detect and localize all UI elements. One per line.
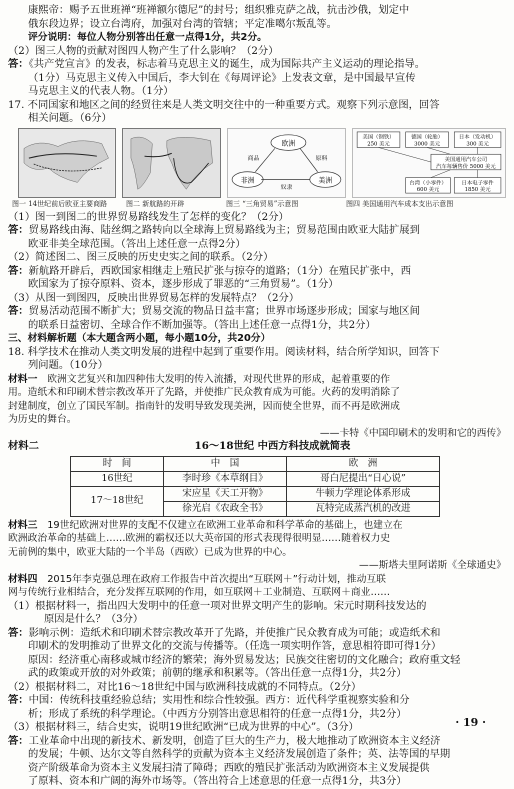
material-label: 材料二 (8, 440, 39, 452)
answer-label: 答： (8, 305, 29, 317)
answer-line: 答：贸易路线由海、陆丝绸之路转向以全球海上贸易路线为主；贸易范围由欧亚大陆扩展到 (8, 224, 420, 236)
caption-fig3: 图三 “三角贸易”示意图 (226, 199, 299, 208)
table-cell: 宋应星《天工开物》 (164, 486, 287, 501)
answer-line: 的联系日益密切、全球合作不断加强等。（答出上述任意一点得1分，共2分） (28, 318, 376, 331)
material-4: 材料四 2015年李克强总理在政府工作报告中首次提出“互联网＋”行动计划，推动互联 (8, 573, 386, 585)
material-label: 材料三 (8, 519, 38, 531)
table-row (71, 486, 440, 501)
caption-fig4: 图四 美国通用汽车成本支出示意图 (346, 199, 454, 208)
question-line: （2）图三人物的贡献对图四人物产生了什么影响？（2分） (8, 44, 279, 57)
label-africa: 非洲 (240, 175, 255, 184)
label-raw: 原料 (315, 155, 328, 162)
answer-line: 答：中国：传统科技重经验总结；实用性和综合性较强。西方：近代科学重视察实验和分 (8, 694, 410, 706)
score-note: 评分说明：每位人物分别答出任意一点得1分，共2分。 (28, 32, 267, 43)
answer-line: 马克思主义的代表人物。（1分） (28, 85, 174, 97)
box-jp-electronics: 日本电子零件 (461, 179, 494, 186)
answer-line: 答：工业革命中出现的新技术、新发明，创造了巨大的生产力，极大地推动了欧洲资本主义经济 (8, 734, 441, 747)
box-de-tires: 德国（轮胎） (411, 134, 444, 141)
table-header: 欧 洲 (287, 456, 440, 471)
table-cell: 17～18世纪 (71, 486, 164, 516)
table-cell: 徐光启《农政全书》 (164, 501, 287, 516)
answer-label: 答： (8, 58, 29, 70)
box-us-steel: 美国（钢铁） (362, 134, 395, 141)
answer-line: （1分）马克思主义传入中国后，李大钊在《每周评论》上发表文章，是中国最早宣传 (28, 71, 416, 84)
box-tw-parts: 台湾（小零件） (409, 179, 447, 186)
material-1: 材料一 欧洲文艺复兴和加四种伟大发明的传入流播，对现代世界的形成，起着重要的作 (8, 373, 391, 385)
answer-label: 答： (8, 224, 29, 236)
material-line: 封建制度，创立了国民军制。指南针的发明导致发现美洲，因而使全世界，而不再是欧洲成 (8, 400, 400, 412)
answer-line: 俄东段边界；设立台湾府，加强对台湾的管辖；平定准噶尔叛乱等。 (28, 17, 337, 30)
table-cell: 瓦特完成蒸汽机的改进 (287, 501, 440, 516)
center-gm: 美国通用汽车公司 (444, 156, 488, 163)
table-cell: 哥白尼提出“日心说” (287, 471, 440, 486)
triangle-trade-diagram (227, 128, 346, 198)
box-us-steel-cost: 250 美元 (367, 141, 390, 148)
label-europe: 欧洲 (281, 139, 296, 148)
material-line: 欧洲政治革命的基础上……欧洲的霸权还以大英帝国的形式表现得很明显……随着权力史 (8, 533, 391, 544)
trade-routes-map (18, 128, 116, 198)
answer-label: 答： (8, 694, 29, 706)
box-jp-electronics-cost: 1850 美元 (464, 186, 491, 193)
label-goods: 商品 (247, 155, 260, 162)
answer-line: 武的政策或开放的对外政策；前朝的继承和积累等。（答出任意一点得1分，共2分） (28, 667, 407, 679)
center-gm-price: 汽车每辆售价 5000 美元 (436, 163, 496, 170)
table-title: 16～18世纪 中西方科技成就简表 (194, 440, 351, 452)
box-de-tires-cost: 3000 美元 (414, 141, 440, 148)
material-2 (8, 440, 506, 454)
label-america: 美洲 (318, 175, 333, 184)
caption-fig2: 图二 新航路的开辟 (126, 199, 185, 208)
answer-label: 答： (8, 264, 29, 277)
answer-line: 答：新航路开辟后，西欧国家相继走上殖民扩张与掠夺的道路；（1分）在殖民扩张中，西 (8, 264, 411, 277)
new-routes-map (122, 128, 221, 198)
figure-row (18, 128, 506, 198)
question-line: （1）图一到图二的世界贸易路线发生了怎样的变化？（2分） (8, 210, 289, 223)
section-heading: 三、材料解析题（本大题含两小题，每小题10分，共20分） (8, 333, 271, 344)
material-line: 为历史的舞台。 (8, 414, 77, 425)
answer-label: 答： (8, 626, 29, 639)
question-line: （2）根据材料二，对比16～18世纪中国与欧洲科技成就的不同特点。（2分） (8, 680, 362, 693)
answer-line: 的发展；牛顿、达尔文等自然科学的贡献为资本主义经济发展创造了条件；英、法等国的早期 (28, 748, 451, 760)
question-17: 17. 不同国家和地区之间的经贸往来是人类文明交往中的一种重要方式。观察下列示意图，回答 (8, 98, 440, 111)
question-18: 18. 科学技术在推动人类文明发展的进程中起到了重要作用。阅读材料，结合所学知识，回答下 (8, 345, 440, 358)
answer-line: 原因：经济重心南移或城市经济的繁荣；海外贸易发达；民族交往密切的文化融合；政府重文轻 (28, 653, 461, 666)
question-line: （3）从图一到图四，反映出世界贸易怎样的发展特点？（2分） (8, 291, 300, 304)
material-line: 无前例的集中，欧亚大陆的一个半岛（西欧）已成为世界的中心。 (8, 546, 293, 558)
answer-line: 答：影响示例：造纸术和印刷术替宗教改革开了先路，并使推广民众教育成为可能；或造纸术和 (8, 626, 441, 639)
figure-captions (12, 200, 506, 209)
material-label: 材料四 (8, 573, 38, 585)
science-table (70, 456, 440, 517)
answer-line: 印刷术的发明推动了世界文化的交流与传播等。（任选一项实明作答，意思相符即可得1分） (28, 640, 442, 652)
box-jp-engine: 日本（发动机） (458, 134, 497, 141)
answer-line: 了原料、资本和广阔的海外市场等。（答出符合上述意思的任意一点得1分，共3分） (28, 775, 407, 787)
question-line: （1）根据材料一，指出四大发明中的任意一项对世界文明产生的影响。宋元时期科技发达的 (8, 599, 427, 612)
table-header-row (71, 456, 440, 471)
material-source: ——卡特《中国印刷术的发明和它的西传》 (319, 427, 506, 439)
material-line: 网与传统行业相结合，充分发挥互联网的作用，如互联网＋工业制造、互联网＋商业…… (8, 587, 391, 598)
question-18-line: 列问题。（10分） (28, 359, 109, 371)
answer-line: 答：贸易活动范围不断扩大；贸易交流的物品日益丰富；世界市场逐步形成；国家与地区间 (8, 305, 420, 317)
box-jp-engine-cost: 300 美元 (466, 141, 489, 148)
table-row (71, 471, 440, 486)
answer-line: 资产阶级革命为资本主义发展扫清了障碍；西欧的殖民扩张活动为欧洲资本主义发展提供 (28, 761, 430, 774)
material-label: 材料一 (8, 373, 38, 385)
material-line: 用。造纸术和印刷术替宗教改革开了先路，并使推广民众教育成为可能。火药的发明消除了 (8, 387, 400, 398)
question-line: 原因是什么？（3分） (44, 613, 144, 625)
answer-line: 欧国家为了掠夺原料、资本，逐步形成了罪恶的“三角贸易”。（1分） (28, 278, 339, 290)
table-header: 中 国 (164, 456, 287, 471)
table-cell: 李时珍《本草纲目》 (164, 471, 287, 486)
material-source: ——斯塔夫里阿诺斯《全球通史》 (359, 560, 506, 571)
answer-line: 欧亚非美全球范围。（答出上述任意一点得2分） (28, 237, 246, 250)
answer-line: 析；形成了系统的科学理论。（中西方分别答出意思相符的任意一点得1分，共2分） (28, 707, 407, 720)
question-17-line: 相关问题。（6分） (28, 112, 112, 124)
question-line: （3）根据材料三，结合史实，说明19世纪欧洲“已成为世界的中心”。（3分） (8, 721, 359, 733)
table-header: 时 间 (71, 456, 164, 471)
answer-label: 答： (8, 734, 29, 747)
caption-fig1: 图一 14世纪前后欧亚主要商路 (12, 199, 108, 208)
page-number: · 19 · (455, 715, 486, 729)
label-slaves: 奴隶 (280, 184, 293, 191)
material-3: 材料三 19世纪欧洲对世界的支配不仅建立在欧洲工业革命和科学革命的基础上，也建立在 (8, 519, 403, 531)
answer-line: 答：《共产党宣言》的发表，标志着马克思主义的诞生，成为国际共产主义运动的理论指导。 (8, 58, 426, 70)
table-cell: 牛顿力学理论体系形成 (287, 486, 440, 501)
answer-line: 康熙帝：赐予五世班禅“班禅额尔德尼”的封号；组织雅克萨之战，抗击沙俄，划定中 (28, 4, 410, 16)
question-line: （2）简述图二、图三反映的历史史实之间的联系。（2分） (8, 251, 274, 263)
gm-cost-diagram (352, 128, 506, 198)
table-cell: 16世纪 (71, 471, 164, 486)
box-tw-parts-cost: 600 美元 (416, 186, 440, 193)
